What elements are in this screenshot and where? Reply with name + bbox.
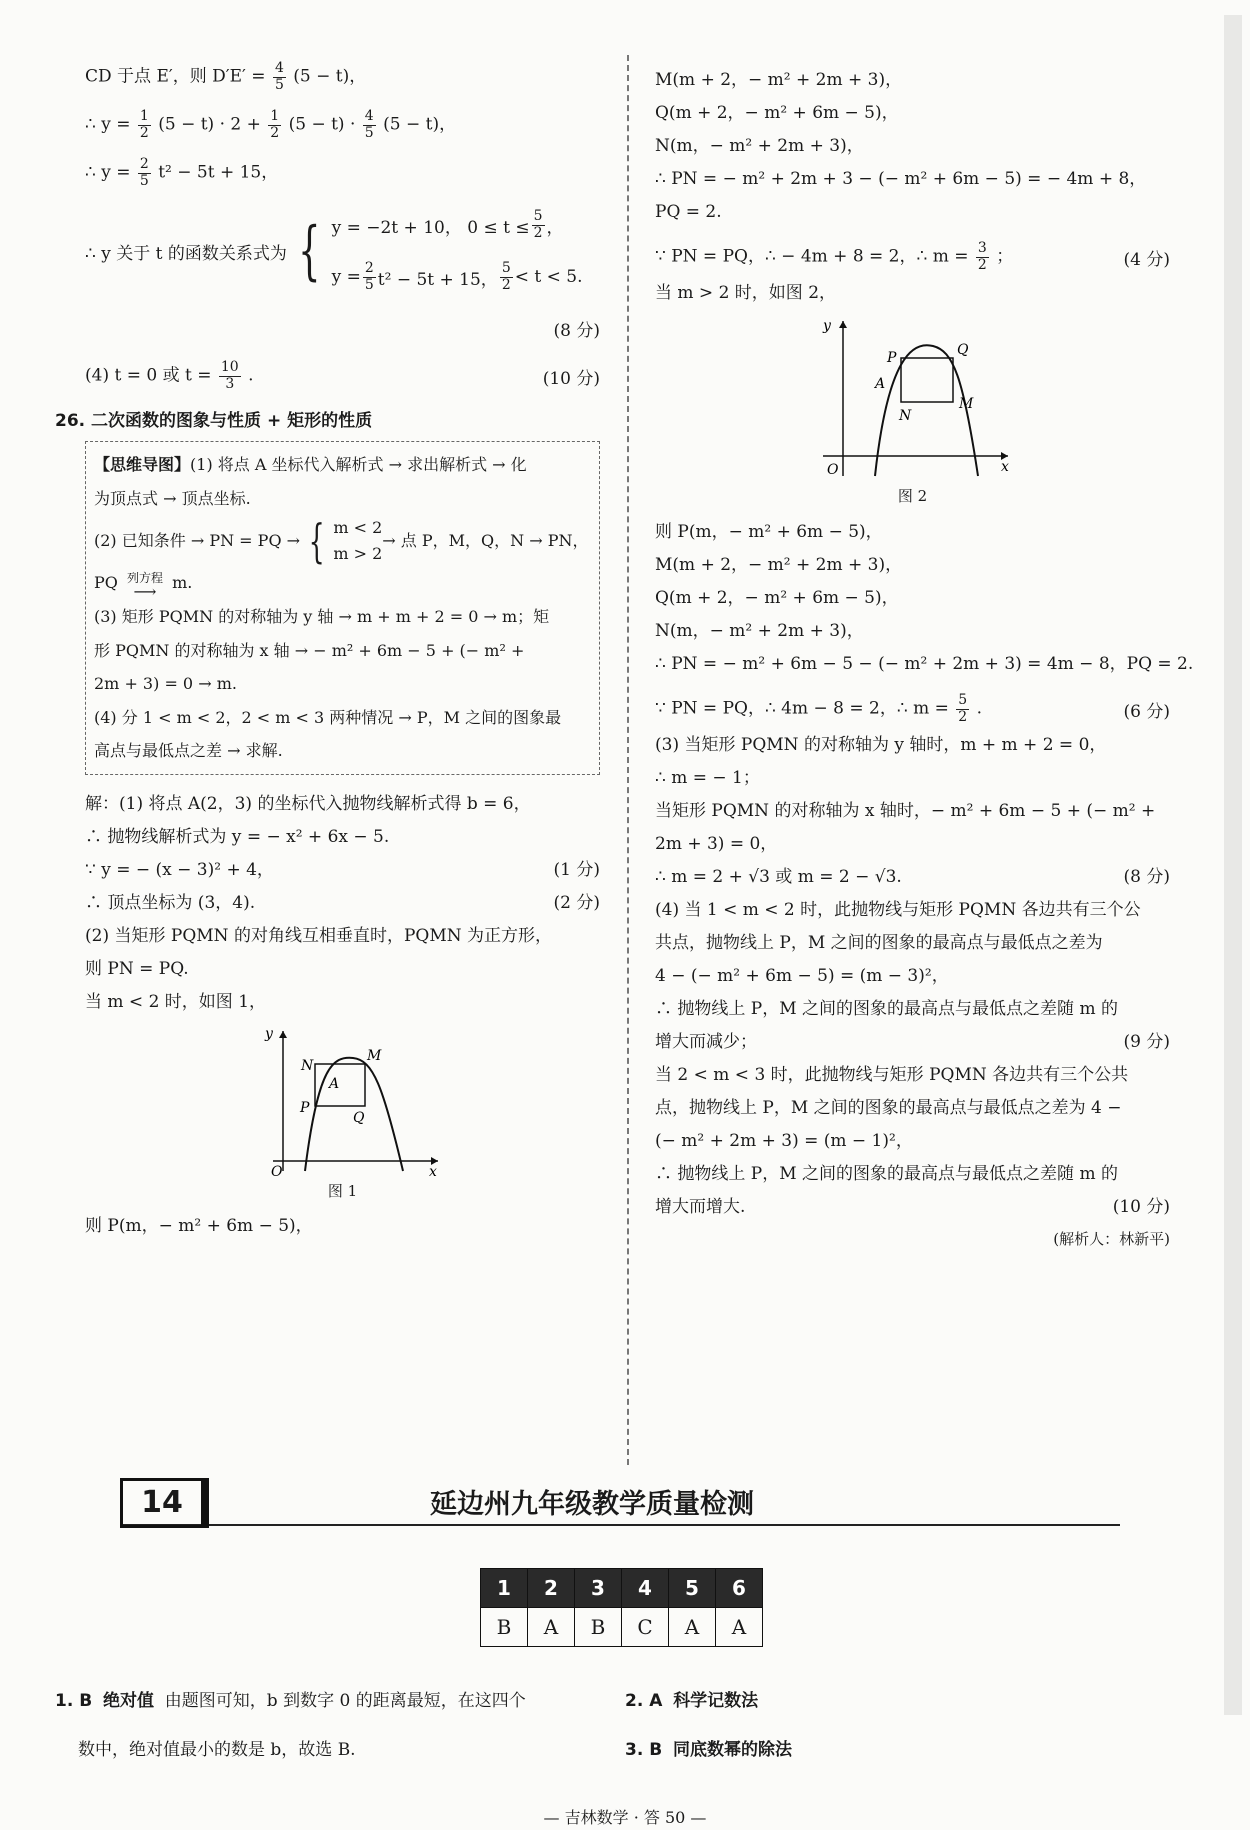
- text-line: CD 于点 E′，则 D′E′ = $\frac{4}{5}$ (5 − t)，: [85, 60, 367, 93]
- text-line: ∵ PN = PQ，∴ − 4m + 8 = 2，∴ m = $\frac{3}{2}$ ； (4 分): [655, 240, 1170, 273]
- question-number: 6: [716, 1569, 763, 1608]
- text-line: (4) t = 0 或 t = $\frac{10}{3}$ . (10 分): [85, 359, 600, 392]
- section-header: [120, 1478, 1120, 1526]
- arrow-right-icon: ⟶: [133, 581, 157, 601]
- text-line: ∴ PN = − m² + 6m − 5 − (− m² + 2m + 3) = 4m − 8，PQ = 2.: [655, 653, 1194, 674]
- right-column: [655, 60, 1194, 1249]
- text-line: ∴ 抛物线解析式为 y = − x² + 6x − 5.: [85, 827, 390, 848]
- svg-text:Q: Q: [956, 342, 968, 358]
- svg-text:O: O: [826, 462, 838, 478]
- section-title: 延边州九年级教学质量检测: [430, 1489, 754, 1520]
- text-line: (4) 当 1 < m < 2 时，此抛物线与矩形 PQMN 各边共有三个公: [655, 899, 1141, 920]
- score: (6 分): [1123, 701, 1170, 722]
- figure-caption: 图 1: [327, 1181, 358, 1200]
- text-line: ∴ y = $\frac{2}{5}$ t² − 5t + 15，: [85, 156, 279, 189]
- score: (8 分): [553, 320, 600, 341]
- answer-1: 1. B 绝对值 由题图可知，b 到数字 0 的距离最短，在这四个: [55, 1691, 526, 1711]
- text-line: M(m + 2，− m² + 2m + 3)，: [655, 554, 903, 575]
- question-number: 3: [575, 1569, 622, 1608]
- text-line: PQ = 2.: [655, 201, 722, 222]
- text-line: N(m，− m² + 2m + 3)，: [655, 135, 864, 156]
- svg-text:y: y: [822, 318, 831, 334]
- column-divider: [627, 55, 629, 1465]
- text-line: ∴ 抛物线上 P，M 之间的图象的最高点与最低点之差随 m 的: [655, 998, 1118, 1019]
- answer-cell: A: [716, 1608, 763, 1647]
- score: (9 分): [1123, 1031, 1170, 1052]
- text-line: 则 PN = PQ.: [85, 959, 189, 980]
- text-line: ∴ 抛物线上 P，M 之间的图象的最高点与最低点之差随 m 的: [655, 1163, 1118, 1184]
- answer-cell: B: [575, 1608, 622, 1647]
- text-line: ∴ y = $\frac{1}{2}$ (5 − t) · 2 + $\frac{1}{2}$ (5 − t) · $\frac{4}{5}$ (5 − t)，: [85, 108, 457, 141]
- score: (10 分): [1112, 1196, 1170, 1217]
- svg-text:Q: Q: [352, 1109, 364, 1126]
- svg-text:N: N: [898, 408, 911, 424]
- text-line: ∴ m = − 1；: [655, 767, 760, 788]
- fraction: $\frac{4}{5}$: [274, 60, 284, 93]
- answer-cell: C: [622, 1608, 669, 1647]
- figure-2-graph: [813, 316, 1013, 481]
- brace-icon: {: [308, 513, 325, 568]
- text-line: (− m² + 2m + 3) = (m − 1)²，: [655, 1130, 913, 1151]
- table-row: [481, 1608, 763, 1647]
- svg-text:P: P: [886, 350, 896, 366]
- section-number: 14: [120, 1478, 209, 1528]
- mind-map-box: 【思维导图】(1) 将点 A 坐标代入解析式 → 求出解析式 → 化 为顶点式 → 顶点坐标. (2) 已知条件 → PN = PQ → { m < 2 m > 2 → 点 P，M，Q，N → PN， PQ 列方程 ⟶ m. (3) 矩形 PQMN 的对称轴为 y 轴 → m + m + 2 = 0 → m；矩 形 PQMN 的对称轴为 x 轴 → − m² + 6m − 5 + (− m² + 2m + 3) = 0 → m. (4) 分 1 < m < 2，2 < m < 3 两种情况 → P，M 之间的图象最 高点与最低点之差 → 求解.: [85, 441, 600, 775]
- text-line: (3) 当矩形 PQMN 的对称轴为 y 轴时，m + m + 2 = 0，: [655, 734, 1107, 755]
- analyst-credit: (解析人：林新平): [1053, 1230, 1170, 1248]
- figure-caption: 图 2: [897, 487, 928, 505]
- question-number: 2: [528, 1569, 575, 1608]
- text-line: ∴ m = 2 + √3 或 m = 2 − √3. (8 分): [655, 857, 1170, 890]
- text-line: 则 P(m，− m² + 6m − 5)，: [85, 1216, 313, 1237]
- svg-text:y: y: [264, 1025, 273, 1042]
- text-line: 增大而减少； (9 分): [655, 1022, 1170, 1055]
- text-line: 当 m > 2 时，如图 2，: [655, 282, 837, 303]
- figure-2: [655, 316, 1170, 506]
- piecewise-function: ∴ y 关于 t 的函数关系式为 { y = −2t + 10， 0 ≤ t ≤ $\frac{5}{2}$ ， y = $\frac{2}{5}$ t² − 5t + 15， $\frac{5}{2}$ < t < 5.: [85, 208, 583, 293]
- answer-table: [480, 1568, 763, 1647]
- question-heading: 26. 二次函数的图象与性质 + 矩形的性质: [55, 411, 373, 431]
- svg-text:O: O: [270, 1163, 282, 1176]
- text-line: 则 P(m，− m² + 6m − 5)，: [655, 521, 883, 542]
- text-line: Q(m + 2，− m² + 6m − 5)，: [655, 102, 899, 123]
- text-line: 4 − (− m² + 6m − 5) = (m − 3)²，: [655, 965, 949, 986]
- svg-text:x: x: [1000, 459, 1009, 475]
- text-line: 当 2 < m < 3 时，此抛物线与矩形 PQMN 各边共有三个公共: [655, 1064, 1129, 1085]
- text-line: 共点，抛物线上 P，M 之间的图象的最高点与最低点之差为: [655, 932, 1103, 953]
- left-column: [55, 60, 600, 1240]
- scan-edge: [1224, 15, 1242, 1715]
- question-number: 5: [669, 1569, 716, 1608]
- svg-text:P: P: [299, 1099, 309, 1116]
- question-number: 1: [481, 1569, 528, 1608]
- score: (8 分): [1123, 866, 1170, 887]
- svg-text:M: M: [366, 1047, 381, 1064]
- figure-1: [85, 1026, 600, 1201]
- answer-cell: A: [669, 1608, 716, 1647]
- text-line: 当 m < 2 时，如图 1，: [85, 992, 267, 1013]
- text-line: ∴ PN = − m² + 2m + 3 − (− m² + 6m − 5) = − 4m + 8，: [655, 168, 1147, 189]
- figure-1-graph: [243, 1026, 443, 1176]
- text-line: 2m + 3) = 0，: [655, 833, 778, 854]
- text-line: M(m + 2，− m² + 2m + 3)，: [655, 69, 903, 90]
- answer-3: 3. B 同底数幂的除法: [625, 1740, 792, 1760]
- score: (10 分): [542, 368, 600, 389]
- text-line: ∵ PN = PQ，∴ 4m − 8 = 2，∴ m = $\frac{5}{2}$ . (6 分): [655, 692, 1170, 725]
- table-row: [481, 1569, 763, 1608]
- svg-text:A: A: [874, 376, 885, 392]
- text-line: ∵ y = − (x − 3)² + 4， (1 分): [85, 851, 600, 884]
- text-line: 当矩形 PQMN 的对称轴为 x 轴时，− m² + 6m − 5 + (− m² +: [655, 800, 1156, 821]
- text-line: 增大而增大. (10 分): [655, 1187, 1170, 1220]
- text-line: 解：(1) 将点 A(2，3) 的坐标代入抛物线解析式得 b = 6，: [85, 794, 531, 815]
- text-line: N(m，− m² + 2m + 3)，: [655, 620, 864, 641]
- text-line: [85, 311, 600, 344]
- svg-text:A: A: [328, 1075, 339, 1092]
- score: (1 分): [553, 860, 600, 881]
- svg-text:N: N: [300, 1057, 313, 1074]
- score: (4 分): [1123, 249, 1170, 270]
- question-number: 4: [622, 1569, 669, 1608]
- svg-text:x: x: [428, 1163, 437, 1176]
- answer-cell: B: [481, 1608, 528, 1647]
- text-line: ∴ 顶点坐标为 (3，4). (2 分): [85, 884, 600, 917]
- page-footer: — 吉林数学 · 答 50 —: [543, 1808, 707, 1827]
- score: (2 分): [553, 893, 600, 914]
- text-line: 点，抛物线上 P，M 之间的图象的最高点与最低点之差为 4 −: [655, 1097, 1122, 1118]
- text-line: (2) 当矩形 PQMN 的对角线互相垂直时，PQMN 为正方形，: [85, 926, 553, 947]
- answer-2: 2. A 科学记数法: [625, 1691, 759, 1711]
- answer-cell: A: [528, 1608, 575, 1647]
- svg-text:M: M: [958, 396, 973, 412]
- answer-1-continued: 数中，绝对值最小的数是 b，故选 B.: [78, 1740, 356, 1760]
- brace-icon: {: [298, 214, 321, 288]
- text-line: Q(m + 2，− m² + 6m − 5)，: [655, 587, 899, 608]
